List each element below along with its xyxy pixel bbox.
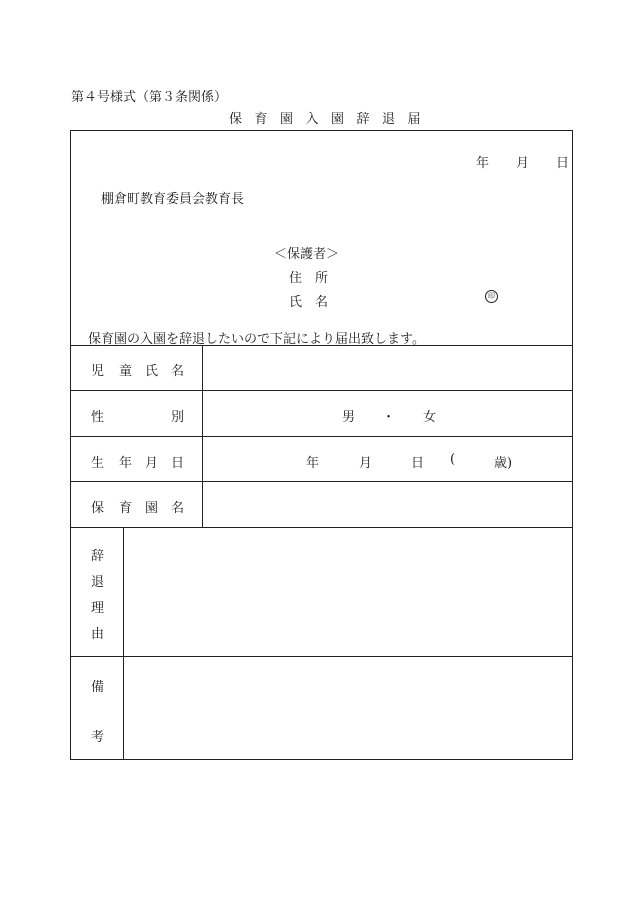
gender-female-option[interactable]: 女 [423, 410, 437, 425]
row-divider [70, 436, 573, 437]
reason-label-char: 由 [91, 627, 105, 642]
date-month-label: 月 [516, 156, 530, 171]
title-char: 園 [331, 112, 345, 127]
reason-label-char: 退 [91, 575, 105, 590]
gender-label-char: 別 [171, 410, 185, 425]
birth-month-label: 月 [359, 456, 373, 471]
remarks-label-char: 考 [91, 730, 105, 745]
seal-mark: 印 [485, 290, 498, 303]
title-char: 入 [305, 112, 319, 127]
date-year-label: 年 [476, 156, 490, 171]
row-divider [70, 390, 573, 391]
reason-label-char: 理 [91, 601, 105, 616]
birth-day-label: 日 [411, 456, 425, 471]
addressee: 棚倉町教育委員会教育長 [101, 192, 245, 207]
statement: 保育園の入園を辞退したいので下記により届出致します。 [88, 332, 425, 347]
birthdate-label-char: 日 [171, 456, 185, 471]
reason-label-char: 辞 [91, 549, 105, 564]
gender-label-char: 性 [91, 410, 105, 425]
birthdate-label-char: 年 [119, 456, 133, 471]
child-name-label-char: 児 [91, 364, 105, 379]
reason-input-area[interactable] [124, 528, 572, 655]
title-char: 保 [229, 112, 243, 127]
age-open-paren: ( [450, 452, 456, 467]
remarks-input-area[interactable] [124, 657, 572, 759]
title-char: 退 [382, 112, 396, 127]
birthdate-label-char: 生 [91, 456, 105, 471]
address-label: 住 所 [289, 271, 329, 286]
age-label: 歳) [494, 456, 513, 471]
gender-male-option[interactable]: 男 [342, 410, 356, 425]
name-label: 氏 名 [289, 295, 329, 310]
nursery-name-label-char: 園 [145, 501, 159, 516]
title-char: 園 [280, 112, 294, 127]
gender-separator: ・ [382, 410, 396, 425]
remarks-label-char: 備 [91, 680, 105, 695]
child-name-label-char: 氏 [145, 364, 159, 379]
guardian-label: ＜保護者＞ [274, 247, 340, 262]
nursery-name-label-char: 保 [91, 501, 105, 516]
child-name-label-char: 名 [171, 364, 185, 379]
birth-year-label: 年 [306, 456, 320, 471]
title-char: 辞 [356, 112, 370, 127]
date-day-label: 日 [556, 156, 570, 171]
nursery-name-label-char: 名 [171, 501, 185, 516]
form-number: 第４号様式（第３条関係） [71, 90, 228, 105]
birthdate-label-char: 月 [145, 456, 159, 471]
child-name-input-area[interactable] [203, 346, 572, 389]
title-char: 届 [407, 112, 421, 127]
nursery-name-input-area[interactable] [203, 482, 572, 526]
nursery-name-label-char: 育 [119, 501, 133, 516]
document-title [229, 108, 433, 127]
title-char: 育 [254, 112, 268, 127]
child-name-label-char: 童 [119, 364, 133, 379]
